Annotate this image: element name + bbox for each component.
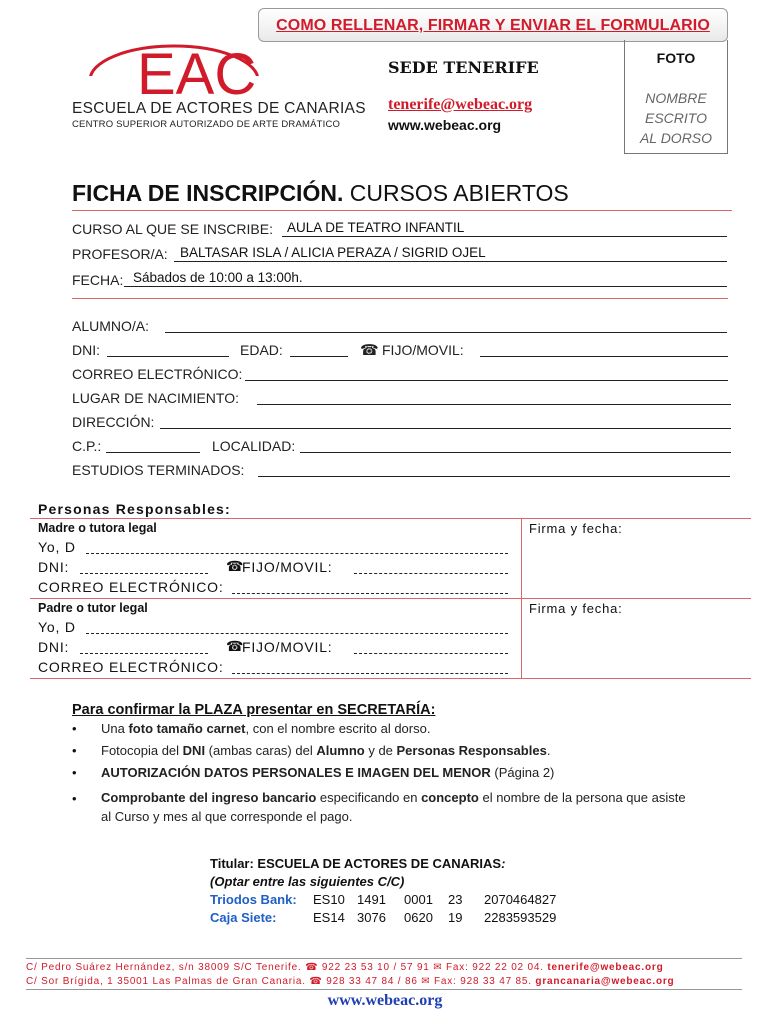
photo-note-1: NOMBRE [645, 90, 707, 106]
bullet-comprobante-line2: al Curso y mes al que corresponde el pago. [101, 809, 353, 824]
caja-iban-3: 19 [448, 910, 463, 925]
triodos-iban-0: ES10 [313, 892, 345, 907]
caja-label: Caja Siete: [210, 910, 277, 925]
bullet-comprobante: Comprobante del ingreso bancario especificando en concepto el nombre de la persona que asiste [101, 790, 686, 805]
padre-dni-field[interactable] [80, 653, 208, 654]
curso-row [72, 221, 273, 237]
triodos-iban-3: 23 [448, 892, 463, 907]
footer-email-grancanaria[interactable]: grancanaria@webeac.org [535, 976, 675, 987]
bank-optar: (Optar entre las siguientes C/C) [210, 874, 405, 889]
course-divider [72, 298, 728, 299]
bullet-dot: • [72, 721, 77, 736]
fecha-row [72, 272, 123, 288]
triodos-iban-4: 2070464827 [484, 892, 557, 907]
bank-titular: Titular: ESCUELA DE ACTORES DE CANARIAS: [210, 856, 506, 871]
banner-label: COMO RELLENAR, FIRMAR Y ENVIAR EL FORMULARIO [276, 17, 710, 34]
bullet-dot: • [72, 791, 77, 806]
direccion-field[interactable] [160, 428, 731, 429]
bullet-autorizacion: AUTORIZACIÓN DATOS PERSONALES E IMAGEN DEL MENOR (Página 2) [101, 765, 555, 780]
madre-dni: DNI: [38, 559, 70, 575]
madre-name-field[interactable] [86, 553, 508, 554]
madre-firma: Firma y fecha: [529, 521, 623, 536]
lugar-label: LUGAR DE NACIMIENTO: [72, 390, 239, 406]
alumno-field[interactable] [165, 332, 727, 333]
eac-logo [62, 36, 262, 100]
padre-firma: Firma y fecha: [529, 601, 623, 616]
photo-box [624, 40, 728, 154]
cp-label: C.P.: [72, 438, 102, 454]
dni-label: DNI: [72, 342, 100, 358]
padre-fijo: FIJO/MOVIL: [242, 639, 333, 655]
fecha-label: FECHA: [72, 272, 124, 288]
footer-tenerife: C/ Pedro Suárez Hernández, s/n 38009 S/C Tenerife. ☎ 922 23 53 10 / 57 91 ✉ Fax: 922 22 02 04. tenerife@webeac.org [26, 962, 664, 973]
photo-title: FOTO [656, 50, 696, 66]
padre-phone-icon: ☎ [226, 638, 245, 654]
caja-iban-0: ES14 [313, 910, 345, 925]
profesor-label: PROFESOR/A: [72, 246, 168, 262]
estudios-label: ESTUDIOS TERMINADOS: [72, 462, 245, 478]
padre-correo: CORREO ELECTRÓNICO: [38, 659, 224, 675]
padre-correo-field[interactable] [232, 673, 508, 674]
caja-iban-4: 2283593529 [484, 910, 557, 925]
fecha-value: Sábados de 10:00 a 13:00h. [133, 270, 303, 285]
footer-web-link[interactable]: www.webeac.org [327, 992, 443, 1009]
profesor-row [72, 246, 168, 262]
bullet-dni: Fotocopia del DNI (ambas caras) del Alumno y de Personas Responsables. [101, 743, 551, 758]
edad-label: EDAD: [240, 342, 283, 358]
estudios-field[interactable] [258, 476, 730, 477]
bullet-dot: • [72, 765, 77, 780]
padre-yo: Yo, D [38, 619, 76, 635]
padre-dni: DNI: [38, 639, 70, 655]
correo-label: CORREO ELECTRÓNICO: [72, 366, 243, 382]
footer-email-tenerife[interactable]: tenerife@webeac.org [547, 962, 664, 973]
madre-phone-icon: ☎ [226, 558, 245, 574]
madre-correo: CORREO ELECTRÓNICO: [38, 579, 224, 595]
dni-field[interactable] [107, 356, 229, 357]
footer-top-line [26, 958, 742, 959]
sede-email-link[interactable]: tenerife@webeac.org [388, 96, 533, 113]
sede-web: www.webeac.org [388, 117, 502, 133]
profesor-field[interactable] [174, 261, 727, 262]
triodos-label: Triodos Bank: [210, 892, 297, 907]
responsables-heading: Personas Responsables: [38, 501, 231, 517]
madre-label: Madre o tutora legal [38, 521, 157, 535]
logo-letters: EAC [137, 42, 257, 100]
padre-label: Padre o tutor legal [38, 601, 148, 615]
curso-field[interactable] [282, 236, 727, 237]
triodos-iban-2: 0001 [404, 892, 433, 907]
sede-title: SEDE TENERIFE [388, 58, 539, 77]
fijo-field[interactable] [480, 356, 728, 357]
resp-top-line [30, 518, 751, 519]
padre-name-field[interactable] [86, 633, 508, 634]
form-title: FICHA DE INSCRIPCIÓN. CURSOS ABIERTOS [72, 180, 569, 206]
cp-field[interactable] [106, 452, 200, 453]
photo-note-3: AL DORSO [639, 130, 713, 146]
profesor-value: BALTASAR ISLA / ALICIA PERAZA / SIGRID OJEL [180, 245, 486, 260]
bullet-dot: • [72, 743, 77, 758]
edad-field[interactable] [290, 356, 348, 357]
madre-fijo: FIJO/MOVIL: [242, 559, 333, 575]
school-name: ESCUELA DE ACTORES DE CANARIAS [72, 100, 366, 117]
fijo-label: FIJO/MOVIL: [382, 342, 464, 358]
curso-label: CURSO AL QUE SE INSCRIBE: [72, 221, 273, 237]
lugar-field[interactable] [257, 404, 731, 405]
photo-note-2: ESCRITO [645, 110, 707, 126]
direccion-label: DIRECCIÓN: [72, 414, 155, 430]
footer-grancanaria: C/ Sor Brígida, 1 35001 Las Palmas de Gran Canaria. ☎ 928 33 47 84 / 86 ✉ Fax: 928 33 47 85. grancanaria@webeac.org [26, 976, 675, 987]
curso-value: AULA DE TEATRO INFANTIL [287, 220, 465, 235]
madre-fijo-field[interactable] [354, 573, 508, 574]
bullet-photo: Una foto tamaño carnet, con el nombre escrito al dorso. [101, 721, 431, 736]
school-subtitle: CENTRO SUPERIOR AUTORIZADO DE ARTE DRAMÁTICO [72, 119, 341, 130]
footer-bottom-line [26, 989, 742, 990]
alumno-label: ALUMNO/A: [72, 318, 150, 334]
padre-fijo-field[interactable] [354, 653, 508, 654]
confirm-heading: Para confirmar la PLAZA presentar en SECRETARÍA: [72, 702, 436, 718]
localidad-label: LOCALIDAD: [212, 438, 296, 454]
resp-bottom-line [30, 678, 751, 679]
triodos-iban-1: 1491 [357, 892, 386, 907]
phone-icon: ☎ [360, 342, 379, 359]
caja-iban-2: 0620 [404, 910, 433, 925]
madre-yo: Yo, D [38, 539, 76, 555]
fecha-field[interactable] [124, 286, 727, 287]
caja-iban-1: 3076 [357, 910, 386, 925]
resp-mid-line [30, 598, 751, 599]
correo-field[interactable] [245, 380, 728, 381]
instructions-banner-button[interactable] [258, 8, 728, 42]
title-divider [72, 210, 732, 211]
localidad-field[interactable] [300, 452, 731, 453]
madre-correo-field[interactable] [232, 593, 508, 594]
madre-dni-field[interactable] [80, 573, 208, 574]
